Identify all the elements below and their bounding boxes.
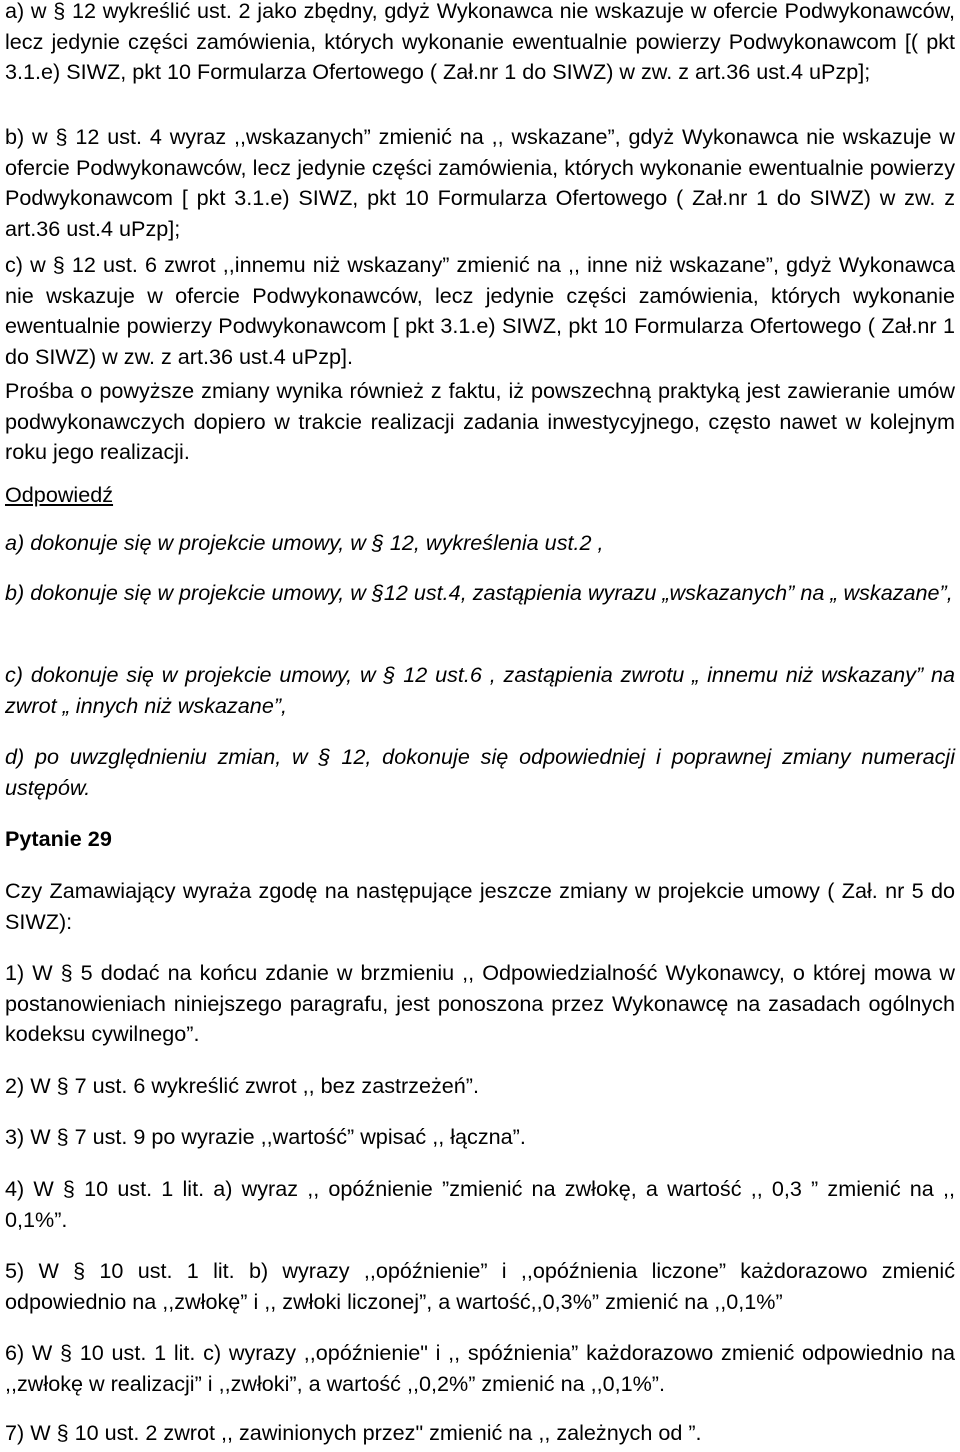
paragraph-justification: Prośba o powyższe zmiany wynika również z faktu, iż powszechną praktyką jest zawieranie umów podwykonawczych dopiero w trakcie realizacji zadania inwestycyjnego, często nawet w kolejnym roku jego realizacji. — [5, 378, 955, 464]
question-item-7: 7) W § 10 ust. 2 zwrot ,, zawinionych przez" zmienić na ,, zależnych od ”. — [5, 1420, 702, 1445]
question-item-2: 2) W § 7 ust. 6 wykreślić zwrot ,, bez zastrzeżeń”. — [5, 1073, 479, 1098]
answer-heading: Odpowiedź — [5, 482, 114, 507]
question-item-3: 3) W § 7 ust. 9 po wyrazie ,,wartość” wpisać ,, łączna”. — [5, 1124, 526, 1149]
question-heading: Pytanie 29 — [5, 826, 112, 851]
answer-item-a: a) dokonuje się w projekcie umowy, w § 12, wykreślenia ust.2 , — [5, 530, 604, 555]
paragraph-item-b: b) w § 12 ust. 4 wyraz ,,wskazanych” zmienić na ,, wskazane”, gdyż Wykonawca nie wskazuje w ofercie Podwykonawców, lecz jedynie części zamówienia, których wykonanie ewentualnie powierzy Podwykonawcom [ pkt 3.1.e) SIWZ, pkt 10 Formularza Ofertowego ( Zał.nr 1 do SIWZ) w zw. z art.36 ust.4 uPzp]; — [5, 124, 955, 241]
answer-item-b: b) dokonuje się w projekcie umowy, w §12 ust.4, zastąpienia wyrazu „wskazanych” na „ wskazane”, — [5, 580, 953, 605]
question-intro: Czy Zamawiający wyraża zgodę na następujące jeszcze zmiany w projekcie umowy ( Zał. nr 5 do SIWZ): — [5, 878, 955, 934]
answer-item-d: d) po uwzględnieniu zmian, w § 12, dokonuje się odpowiedniej i poprawnej zmiany numeracji ustępów. — [5, 744, 955, 800]
question-item-6: 6) W § 10 ust. 1 lit. c) wyrazy ,,opóźnienie" i ,, spóźnienia” każdorazowo zmienić odpowiednio na ,,zwłokę w realizacji” i ,,zwłoki”, a wartość ,,0,2%” zmienić na ,,0,1%”. — [5, 1340, 955, 1396]
paragraph-item-c: c) w § 12 ust. 6 zwrot ,,innemu niż wskazany” zmienić na ,, inne niż wskazane”, gdyż Wykonawca nie wskazuje w ofercie Podwykonawców, lecz jedynie części zamówienia, których wykonanie ewentualnie powierzy Podwykonawcom [ pkt 3.1.e) SIWZ, pkt 10 Formularza Ofertowego ( Zał.nr 1 do SIWZ) w zw. z art.36 ust.4 uPzp]. — [5, 252, 955, 369]
question-item-5: 5) W § 10 ust. 1 lit. b) wyrazy ,,opóźnienie” i ,,opóźnienia liczone” każdorazowo zmienić odpowiednio na ,,zwłokę” i ,, zwłoki liczonej”, a wartość,,0,3%” zmienić na ,,0,1%” — [5, 1258, 955, 1314]
paragraph-item-a: a) w § 12 wykreślić ust. 2 jako zbędny, gdyż Wykonawca nie wskazuje w ofercie Podwykonawców, lecz jedynie części zamówienia, których wykonanie ewentualnie powierzy Podwykonawcom [( pkt 3.1.e) SIWZ, pkt 10 Formularza Ofertowego ( Zał.nr 1 do SIWZ) w zw. z art.36 ust.4 uPzp]; — [5, 0, 955, 84]
question-item-4: 4) W § 10 ust. 1 lit. a) wyraz ,, opóźnienie ”zmienić na zwłokę, a wartość ,, 0,3 ” zmienić na ,, 0,1%”. — [5, 1176, 955, 1232]
answer-item-c: c) dokonuje się w projekcie umowy, w § 12 ust.6 , zastąpienia zwrotu „ innemu niż wskazany” na zwrot „ innych niż wskazane”, — [5, 662, 955, 718]
question-item-1: 1) W § 5 dodać na końcu zdanie w brzmieniu ,, Odpowiedzialność Wykonawcy, o której mowa w postanowieniach niniejszego paragrafu, jest ponoszona przez Wykonawcę na zasadach ogólnych kodeksu cywilnego”. — [5, 960, 955, 1046]
